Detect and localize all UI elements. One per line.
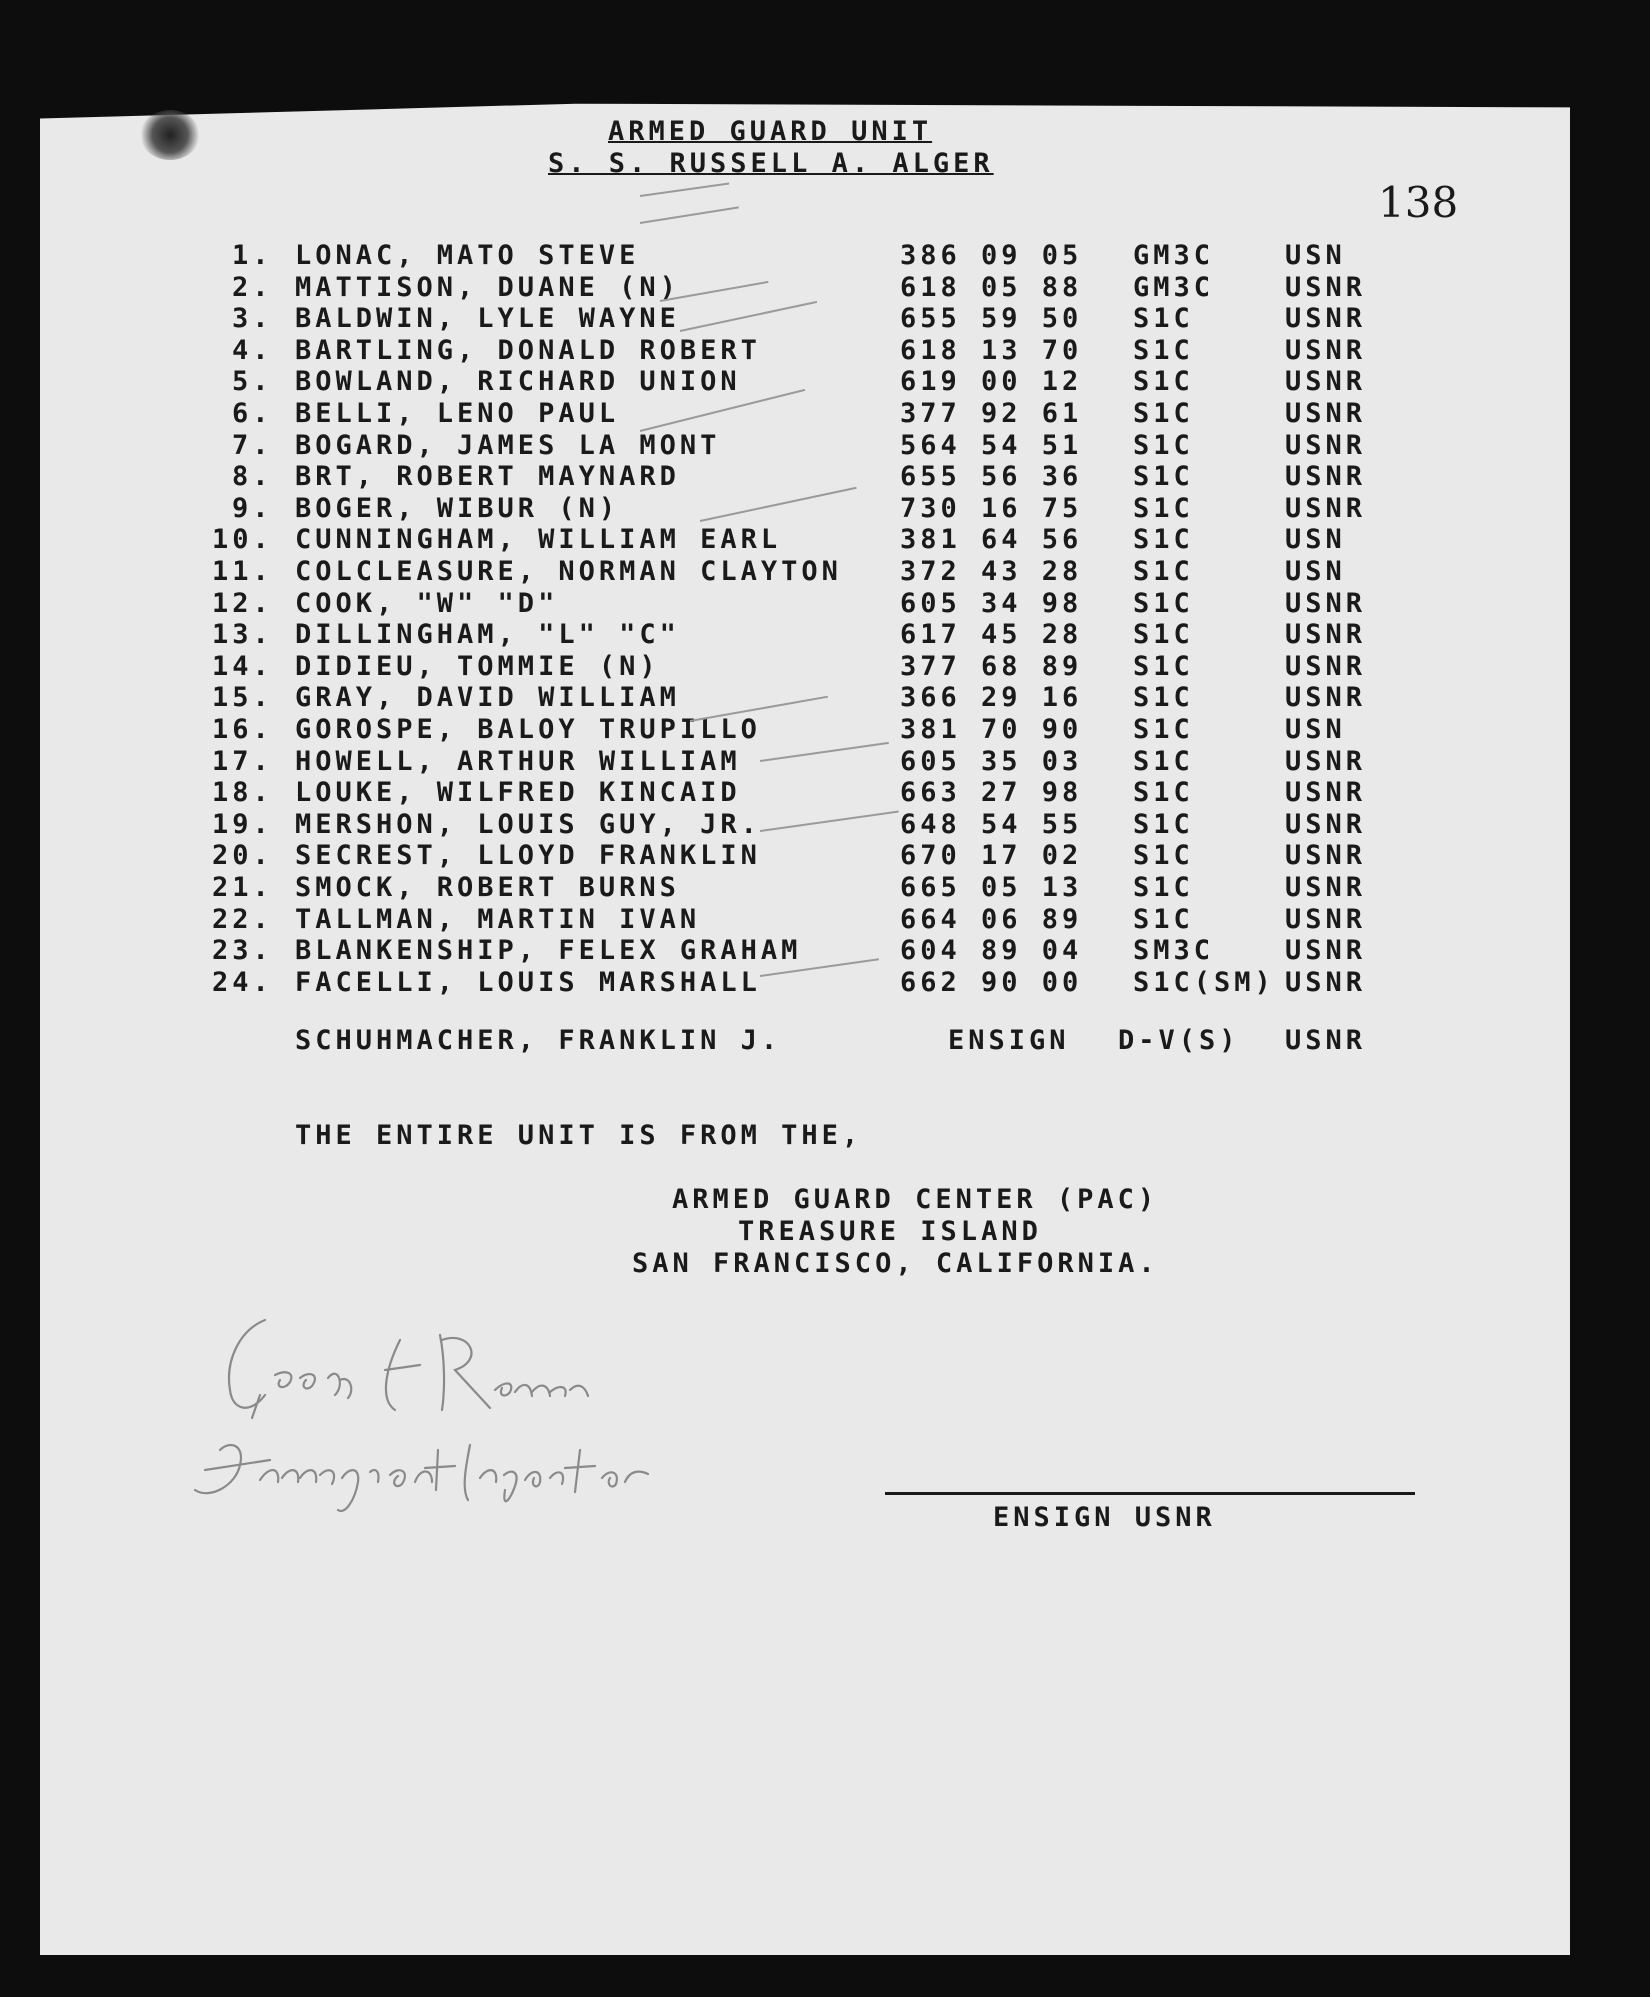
branch: USNR xyxy=(1285,366,1367,398)
roster-number: 4. xyxy=(232,334,273,366)
branch: USNR xyxy=(1285,429,1367,461)
roster-row xyxy=(0,366,1650,397)
branch: USNR xyxy=(1285,303,1367,335)
rate: GM3C xyxy=(1133,240,1215,271)
roster-number: 21. xyxy=(212,872,273,903)
rate: S1C xyxy=(1133,872,1194,903)
crew-name: BOGARD, JAMES LA MONT xyxy=(295,429,721,461)
crew-name: MERSHON, LOUIS GUY, JR. xyxy=(295,808,761,840)
roster-row xyxy=(0,430,1650,461)
roster-row xyxy=(0,556,1650,587)
service-number: 655 59 50 xyxy=(900,303,1083,335)
officer-branch: USNR xyxy=(1285,1025,1367,1056)
roster-row xyxy=(0,714,1650,745)
roster-number: 10. xyxy=(212,524,273,556)
service-number: 377 92 61 xyxy=(900,398,1083,429)
service-number: 648 54 55 xyxy=(900,808,1083,840)
branch: USNR xyxy=(1285,619,1367,651)
crew-name: BOGER, WIBUR (N) xyxy=(295,492,620,524)
branch: USNR xyxy=(1285,587,1367,619)
crew-name: HOWELL, ARTHUR WILLIAM xyxy=(295,745,741,777)
roster-number: 9. xyxy=(232,492,273,524)
rate: S1C xyxy=(1133,682,1194,714)
roster-row xyxy=(0,651,1650,682)
crew-name: BELLI, LENO PAUL xyxy=(295,398,620,429)
rate: S1C xyxy=(1133,650,1194,682)
roster-row xyxy=(0,777,1650,808)
branch: USNR xyxy=(1285,808,1367,840)
roster-number: 19. xyxy=(212,808,273,840)
roster-number: 22. xyxy=(212,903,273,935)
service-number: 618 05 88 xyxy=(900,271,1083,303)
rate: S1C xyxy=(1133,556,1194,587)
service-number: 655 56 36 xyxy=(900,461,1083,493)
roster-number: 16. xyxy=(212,714,273,745)
roster-row xyxy=(0,398,1650,429)
crew-name: MATTISON, DUANE (N) xyxy=(295,271,680,303)
crew-name: SMOCK, ROBERT BURNS xyxy=(295,872,680,903)
crew-name: LONAC, MATO STEVE xyxy=(295,240,640,271)
crew-name: GRAY, DAVID WILLIAM xyxy=(295,682,680,714)
service-number: 604 89 04 xyxy=(900,935,1083,967)
branch: USN xyxy=(1285,556,1346,587)
roster-number: 15. xyxy=(212,682,273,714)
service-number: 670 17 02 xyxy=(900,840,1083,872)
crew-name: FACELLI, LOUIS MARSHALL xyxy=(295,966,761,998)
branch: USNR xyxy=(1285,492,1367,524)
officer-class: D-V(S) xyxy=(1118,1025,1240,1056)
service-number: 366 29 16 xyxy=(900,682,1083,714)
roster-number: 23. xyxy=(212,935,273,967)
document-subtitle: S. S. RUSSELL A. ALGER xyxy=(548,148,994,179)
rate: S1C xyxy=(1133,808,1194,840)
roster-row xyxy=(0,335,1650,366)
roster-number: 18. xyxy=(212,777,273,809)
rate: S1C xyxy=(1133,303,1194,335)
signature-line xyxy=(885,1492,1415,1495)
roster-row xyxy=(0,240,1650,271)
service-number: 618 13 70 xyxy=(900,334,1083,366)
rate: S1C xyxy=(1133,840,1194,872)
roster-number: 24. xyxy=(212,966,273,998)
branch: USNR xyxy=(1285,461,1367,493)
rate: S1C(SM) xyxy=(1133,966,1275,998)
rate: S1C xyxy=(1133,777,1194,809)
rate: S1C xyxy=(1133,366,1194,398)
crew-name: LOUKE, WILFRED KINCAID xyxy=(295,777,741,809)
service-number: 665 05 13 xyxy=(900,872,1083,903)
document-title: ARMED GUARD UNIT xyxy=(608,116,933,147)
roster-row xyxy=(0,809,1650,840)
roster-number: 2. xyxy=(232,271,273,303)
rate: S1C xyxy=(1133,714,1194,745)
crew-name: DILLINGHAM, "L" "C" xyxy=(295,619,680,651)
crew-name: COLCLEASURE, NORMAN CLAYTON xyxy=(295,556,842,587)
service-number: 377 68 89 xyxy=(900,650,1083,682)
service-number: 662 90 00 xyxy=(900,966,1083,998)
crew-name: BARTLING, DONALD ROBERT xyxy=(295,334,761,366)
roster-number: 3. xyxy=(232,303,273,335)
roster-number: 6. xyxy=(232,398,273,429)
roster-row xyxy=(0,303,1650,334)
rate: S1C xyxy=(1133,461,1194,493)
roster-row xyxy=(0,935,1650,966)
service-number: 730 16 75 xyxy=(900,492,1083,524)
roster-row xyxy=(0,524,1650,555)
branch: USN xyxy=(1285,240,1346,271)
rate: S1C xyxy=(1133,492,1194,524)
roster-number: 1. xyxy=(232,240,273,271)
service-number: 386 09 05 xyxy=(900,240,1083,271)
branch: USNR xyxy=(1285,872,1367,903)
roster-number: 13. xyxy=(212,619,273,651)
officer-name: SCHUHMACHER, FRANKLIN J. xyxy=(295,1025,782,1056)
rate: S1C xyxy=(1133,429,1194,461)
officer-rank: ENSIGN xyxy=(948,1025,1070,1056)
crew-name: DIDIEU, TOMMIE (N) xyxy=(295,650,660,682)
center-city: SAN FRANCISCO, CALIFORNIA. xyxy=(632,1248,1159,1279)
crew-name: BOWLAND, RICHARD UNION xyxy=(295,366,741,398)
roster-row xyxy=(0,872,1650,903)
roster-number: 12. xyxy=(212,587,273,619)
branch: USNR xyxy=(1285,682,1367,714)
page-number: 138 xyxy=(1378,178,1459,227)
service-number: 617 45 28 xyxy=(900,619,1083,651)
service-number: 381 64 56 xyxy=(900,524,1083,556)
signature-caption: ENSIGN USNR xyxy=(993,1502,1216,1533)
branch: USNR xyxy=(1285,745,1367,777)
rate: S1C xyxy=(1133,903,1194,935)
branch: USNR xyxy=(1285,271,1367,303)
rate: S1C xyxy=(1133,398,1194,429)
roster-row xyxy=(0,588,1650,619)
crew-name: TALLMAN, MARTIN IVAN xyxy=(295,903,701,935)
crew-name: BLANKENSHIP, FELEX GRAHAM xyxy=(295,935,802,967)
service-number: 564 54 51 xyxy=(900,429,1083,461)
handwritten-signature xyxy=(170,1300,730,1550)
service-number: 664 06 89 xyxy=(900,903,1083,935)
roster-number: 20. xyxy=(212,840,273,872)
branch: USN xyxy=(1285,524,1346,556)
service-number: 663 27 98 xyxy=(900,777,1083,809)
unit-origin-statement: THE ENTIRE UNIT IS FROM THE, xyxy=(295,1120,863,1151)
roster-row xyxy=(0,840,1650,871)
rate: S1C xyxy=(1133,587,1194,619)
crew-name: CUNNINGHAM, WILLIAM EARL xyxy=(295,524,782,556)
branch: USN xyxy=(1285,714,1346,745)
service-number: 605 34 98 xyxy=(900,587,1083,619)
roster-row xyxy=(0,461,1650,492)
branch: USNR xyxy=(1285,840,1367,872)
rate: S1C xyxy=(1133,524,1194,556)
roster-row xyxy=(0,967,1650,998)
center-name: ARMED GUARD CENTER (PAC) xyxy=(672,1184,1159,1215)
ink-smudge xyxy=(140,110,200,160)
service-number: 372 43 28 xyxy=(900,556,1083,587)
roster-number: 17. xyxy=(212,745,273,777)
roster-row xyxy=(0,904,1650,935)
service-number: 381 70 90 xyxy=(900,714,1083,745)
roster-row xyxy=(0,493,1650,524)
crew-name: COOK, "W" "D" xyxy=(295,587,559,619)
crew-name: GOROSPE, BALOY TRUPILLO xyxy=(295,714,761,745)
crew-name: SECREST, LLOYD FRANKLIN xyxy=(295,840,761,872)
roster-row xyxy=(0,272,1650,303)
roster-number: 14. xyxy=(212,650,273,682)
center-location: TREASURE ISLAND xyxy=(738,1216,1042,1247)
branch: USNR xyxy=(1285,935,1367,967)
rate: GM3C xyxy=(1133,271,1215,303)
branch: USNR xyxy=(1285,966,1367,998)
roster-number: 11. xyxy=(212,556,273,587)
rate: S1C xyxy=(1133,619,1194,651)
roster-number: 5. xyxy=(232,366,273,398)
crew-name: BALDWIN, LYLE WAYNE xyxy=(295,303,680,335)
rate: S1C xyxy=(1133,745,1194,777)
roster-number: 8. xyxy=(232,461,273,493)
rate: S1C xyxy=(1133,334,1194,366)
roster-row xyxy=(0,619,1650,650)
rate: SM3C xyxy=(1133,935,1215,967)
service-number: 605 35 03 xyxy=(900,745,1083,777)
branch: USNR xyxy=(1285,398,1367,429)
branch: USNR xyxy=(1285,777,1367,809)
branch: USNR xyxy=(1285,334,1367,366)
branch: USNR xyxy=(1285,903,1367,935)
service-number: 619 00 12 xyxy=(900,366,1083,398)
crew-name: BRT, ROBERT MAYNARD xyxy=(295,461,680,493)
roster-number: 7. xyxy=(232,429,273,461)
branch: USNR xyxy=(1285,650,1367,682)
